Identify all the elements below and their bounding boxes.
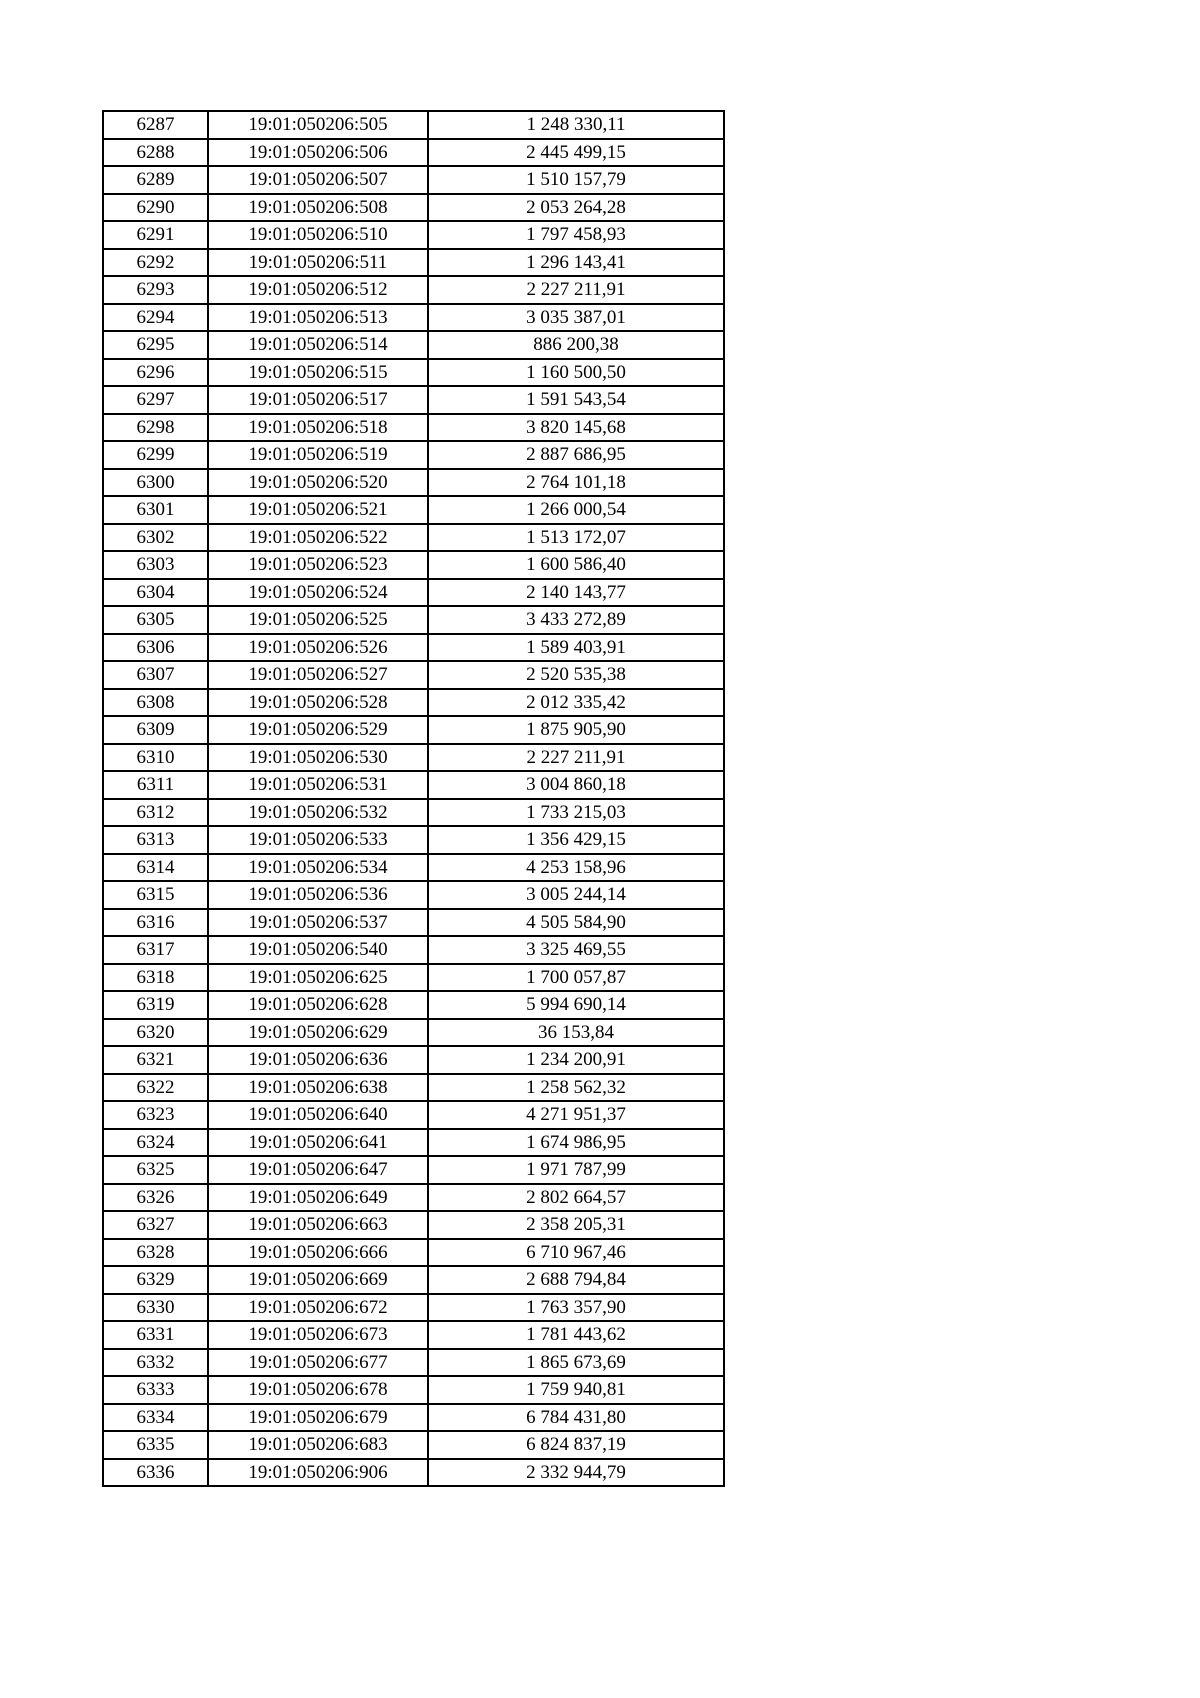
table-row: [103, 606, 724, 634]
table-row: [103, 331, 724, 359]
cadastral-value-cell: 2 887 686,95: [428, 441, 724, 469]
cadastral-number-cell: 19:01:050206:663: [208, 1211, 428, 1239]
table-row: [103, 744, 724, 772]
cadastral-value-cell: 1 763 357,90: [428, 1294, 724, 1322]
table-row: [103, 826, 724, 854]
row-number-cell: 6320: [103, 1019, 208, 1047]
cadastral-number-cell: 19:01:050206:534: [208, 854, 428, 882]
cadastral-number-cell: 19:01:050206:523: [208, 551, 428, 579]
row-number-cell: 6300: [103, 469, 208, 497]
row-number-cell: 6317: [103, 936, 208, 964]
cadastral-value-cell: 1 589 403,91: [428, 634, 724, 662]
cadastral-value-table: [102, 110, 725, 1487]
row-number-cell: 6290: [103, 194, 208, 222]
cadastral-value-cell: 2 445 499,15: [428, 139, 724, 167]
cadastral-value-cell: 36 153,84: [428, 1019, 724, 1047]
table-row: [103, 1459, 724, 1487]
cadastral-value-cell: 3 004 860,18: [428, 771, 724, 799]
row-number-cell: 6307: [103, 661, 208, 689]
cadastral-number-cell: 19:01:050206:526: [208, 634, 428, 662]
table-row: [103, 964, 724, 992]
cadastral-value-cell: 1 258 562,32: [428, 1074, 724, 1102]
row-number-cell: 6288: [103, 139, 208, 167]
cadastral-value-cell: 2 227 211,91: [428, 744, 724, 772]
cadastral-number-cell: 19:01:050206:508: [208, 194, 428, 222]
cadastral-value-cell: 3 035 387,01: [428, 304, 724, 332]
row-number-cell: 6287: [103, 111, 208, 139]
cadastral-number-cell: 19:01:050206:683: [208, 1431, 428, 1459]
cadastral-number-cell: 19:01:050206:505: [208, 111, 428, 139]
cadastral-number-cell: 19:01:050206:510: [208, 221, 428, 249]
cadastral-number-cell: 19:01:050206:513: [208, 304, 428, 332]
cadastral-value-cell: 2 764 101,18: [428, 469, 724, 497]
cadastral-value-cell: 2 053 264,28: [428, 194, 724, 222]
row-number-cell: 6289: [103, 166, 208, 194]
cadastral-value-cell: 1 674 986,95: [428, 1129, 724, 1157]
row-number-cell: 6291: [103, 221, 208, 249]
cadastral-value-cell: 6 784 431,80: [428, 1404, 724, 1432]
cadastral-value-cell: 1 356 429,15: [428, 826, 724, 854]
row-number-cell: 6326: [103, 1184, 208, 1212]
row-number-cell: 6303: [103, 551, 208, 579]
row-number-cell: 6327: [103, 1211, 208, 1239]
cadastral-value-cell: 1 797 458,93: [428, 221, 724, 249]
row-number-cell: 6294: [103, 304, 208, 332]
cadastral-value-cell: 1 591 543,54: [428, 386, 724, 414]
row-number-cell: 6310: [103, 744, 208, 772]
cadastral-value-cell: 2 802 664,57: [428, 1184, 724, 1212]
row-number-cell: 6324: [103, 1129, 208, 1157]
table-row: [103, 1101, 724, 1129]
cadastral-value-cell: 3 325 469,55: [428, 936, 724, 964]
row-number-cell: 6309: [103, 716, 208, 744]
cadastral-value-cell: 886 200,38: [428, 331, 724, 359]
row-number-cell: 6301: [103, 496, 208, 524]
table-row: [103, 1376, 724, 1404]
cadastral-number-cell: 19:01:050206:518: [208, 414, 428, 442]
table-row: [103, 1321, 724, 1349]
cadastral-number-cell: 19:01:050206:525: [208, 606, 428, 634]
row-number-cell: 6333: [103, 1376, 208, 1404]
row-number-cell: 6295: [103, 331, 208, 359]
row-number-cell: 6304: [103, 579, 208, 607]
row-number-cell: 6325: [103, 1156, 208, 1184]
row-number-cell: 6313: [103, 826, 208, 854]
row-number-cell: 6335: [103, 1431, 208, 1459]
cadastral-number-cell: 19:01:050206:640: [208, 1101, 428, 1129]
table-row: [103, 991, 724, 1019]
cadastral-value-cell: 1 510 157,79: [428, 166, 724, 194]
cadastral-number-cell: 19:01:050206:641: [208, 1129, 428, 1157]
table-row: [103, 771, 724, 799]
cadastral-value-cell: 1 266 000,54: [428, 496, 724, 524]
row-number-cell: 6321: [103, 1046, 208, 1074]
table-row: [103, 634, 724, 662]
cadastral-value-cell: 1 733 215,03: [428, 799, 724, 827]
table-body: [103, 111, 724, 1486]
row-number-cell: 6330: [103, 1294, 208, 1322]
cadastral-number-cell: 19:01:050206:522: [208, 524, 428, 552]
table-row: [103, 1266, 724, 1294]
table-row: [103, 799, 724, 827]
cadastral-value-cell: 2 227 211,91: [428, 276, 724, 304]
table-row: [103, 496, 724, 524]
cadastral-value-cell: 5 994 690,14: [428, 991, 724, 1019]
cadastral-number-cell: 19:01:050206:528: [208, 689, 428, 717]
cadastral-number-cell: 19:01:050206:527: [208, 661, 428, 689]
cadastral-number-cell: 19:01:050206:669: [208, 1266, 428, 1294]
table-row: [103, 1074, 724, 1102]
table-row: [103, 1349, 724, 1377]
row-number-cell: 6299: [103, 441, 208, 469]
table-row: [103, 1404, 724, 1432]
row-number-cell: 6311: [103, 771, 208, 799]
row-number-cell: 6318: [103, 964, 208, 992]
cadastral-value-cell: 1 875 905,90: [428, 716, 724, 744]
cadastral-number-cell: 19:01:050206:521: [208, 496, 428, 524]
table-row: [103, 276, 724, 304]
cadastral-value-cell: 3 005 244,14: [428, 881, 724, 909]
table-row: [103, 524, 724, 552]
table-row: [103, 661, 724, 689]
table-row: [103, 139, 724, 167]
table-row: [103, 1294, 724, 1322]
cadastral-value-cell: 2 332 944,79: [428, 1459, 724, 1487]
cadastral-value-cell: 3 820 145,68: [428, 414, 724, 442]
cadastral-value-cell: 2 688 794,84: [428, 1266, 724, 1294]
table-row: [103, 1156, 724, 1184]
row-number-cell: 6323: [103, 1101, 208, 1129]
cadastral-number-cell: 19:01:050206:906: [208, 1459, 428, 1487]
cadastral-number-cell: 19:01:050206:515: [208, 359, 428, 387]
row-number-cell: 6329: [103, 1266, 208, 1294]
table-row: [103, 1019, 724, 1047]
table-row: [103, 249, 724, 277]
cadastral-value-cell: 1 234 200,91: [428, 1046, 724, 1074]
table-row: [103, 386, 724, 414]
table-row: [103, 689, 724, 717]
table-row: [103, 1129, 724, 1157]
cadastral-value-cell: 1 248 330,11: [428, 111, 724, 139]
row-number-cell: 6316: [103, 909, 208, 937]
table-row: [103, 909, 724, 937]
row-number-cell: 6332: [103, 1349, 208, 1377]
row-number-cell: 6334: [103, 1404, 208, 1432]
cadastral-number-cell: 19:01:050206:672: [208, 1294, 428, 1322]
row-number-cell: 6328: [103, 1239, 208, 1267]
cadastral-value-cell: 2 140 143,77: [428, 579, 724, 607]
row-number-cell: 6296: [103, 359, 208, 387]
cadastral-value-cell: 4 253 158,96: [428, 854, 724, 882]
table-row: [103, 579, 724, 607]
table-row: [103, 441, 724, 469]
cadastral-value-cell: 1 700 057,87: [428, 964, 724, 992]
table-row: [103, 551, 724, 579]
cadastral-number-cell: 19:01:050206:636: [208, 1046, 428, 1074]
cadastral-value-cell: 2 012 335,42: [428, 689, 724, 717]
cadastral-number-cell: 19:01:050206:519: [208, 441, 428, 469]
cadastral-value-cell: 1 865 673,69: [428, 1349, 724, 1377]
cadastral-number-cell: 19:01:050206:531: [208, 771, 428, 799]
row-number-cell: 6319: [103, 991, 208, 1019]
cadastral-value-cell: 1 971 787,99: [428, 1156, 724, 1184]
table-row: [103, 936, 724, 964]
cadastral-value-cell: 1 600 586,40: [428, 551, 724, 579]
table-row: [103, 221, 724, 249]
cadastral-value-cell: 3 433 272,89: [428, 606, 724, 634]
table-row: [103, 166, 724, 194]
row-number-cell: 6292: [103, 249, 208, 277]
cadastral-number-cell: 19:01:050206:512: [208, 276, 428, 304]
cadastral-number-cell: 19:01:050206:533: [208, 826, 428, 854]
row-number-cell: 6306: [103, 634, 208, 662]
cadastral-value-cell: 1 160 500,50: [428, 359, 724, 387]
cadastral-number-cell: 19:01:050206:532: [208, 799, 428, 827]
cadastral-value-cell: 1 513 172,07: [428, 524, 724, 552]
cadastral-number-cell: 19:01:050206:628: [208, 991, 428, 1019]
row-number-cell: 6297: [103, 386, 208, 414]
row-number-cell: 6305: [103, 606, 208, 634]
cadastral-number-cell: 19:01:050206:507: [208, 166, 428, 194]
cadastral-number-cell: 19:01:050206:629: [208, 1019, 428, 1047]
table-row: [103, 1211, 724, 1239]
cadastral-value-cell: 2 358 205,31: [428, 1211, 724, 1239]
cadastral-value-cell: 4 271 951,37: [428, 1101, 724, 1129]
cadastral-value-cell: 2 520 535,38: [428, 661, 724, 689]
row-number-cell: 6331: [103, 1321, 208, 1349]
table-row: [103, 1431, 724, 1459]
cadastral-value-cell: 4 505 584,90: [428, 909, 724, 937]
cadastral-number-cell: 19:01:050206:530: [208, 744, 428, 772]
table-row: [103, 716, 724, 744]
cadastral-value-cell: 1 759 940,81: [428, 1376, 724, 1404]
row-number-cell: 6314: [103, 854, 208, 882]
table-row: [103, 111, 724, 139]
table-row: [103, 881, 724, 909]
row-number-cell: 6312: [103, 799, 208, 827]
cadastral-number-cell: 19:01:050206:678: [208, 1376, 428, 1404]
cadastral-number-cell: 19:01:050206:520: [208, 469, 428, 497]
table-row: [103, 359, 724, 387]
cadastral-number-cell: 19:01:050206:511: [208, 249, 428, 277]
cadastral-number-cell: 19:01:050206:679: [208, 1404, 428, 1432]
cadastral-number-cell: 19:01:050206:666: [208, 1239, 428, 1267]
cadastral-number-cell: 19:01:050206:649: [208, 1184, 428, 1212]
cadastral-number-cell: 19:01:050206:506: [208, 139, 428, 167]
cadastral-value-cell: 6 824 837,19: [428, 1431, 724, 1459]
row-number-cell: 6308: [103, 689, 208, 717]
row-number-cell: 6322: [103, 1074, 208, 1102]
row-number-cell: 6336: [103, 1459, 208, 1487]
cadastral-number-cell: 19:01:050206:625: [208, 964, 428, 992]
cadastral-number-cell: 19:01:050206:673: [208, 1321, 428, 1349]
table-row: [103, 854, 724, 882]
cadastral-number-cell: 19:01:050206:529: [208, 716, 428, 744]
cadastral-number-cell: 19:01:050206:514: [208, 331, 428, 359]
cadastral-value-cell: 1 296 143,41: [428, 249, 724, 277]
table-row: [103, 194, 724, 222]
cadastral-number-cell: 19:01:050206:536: [208, 881, 428, 909]
cadastral-number-cell: 19:01:050206:647: [208, 1156, 428, 1184]
cadastral-number-cell: 19:01:050206:638: [208, 1074, 428, 1102]
table-row: [103, 1046, 724, 1074]
row-number-cell: 6298: [103, 414, 208, 442]
cadastral-value-cell: 1 781 443,62: [428, 1321, 724, 1349]
cadastral-number-cell: 19:01:050206:540: [208, 936, 428, 964]
table-row: [103, 1184, 724, 1212]
table-row: [103, 304, 724, 332]
row-number-cell: 6315: [103, 881, 208, 909]
table-row: [103, 1239, 724, 1267]
row-number-cell: 6302: [103, 524, 208, 552]
cadastral-value-cell: 6 710 967,46: [428, 1239, 724, 1267]
table-row: [103, 414, 724, 442]
cadastral-number-cell: 19:01:050206:537: [208, 909, 428, 937]
cadastral-number-cell: 19:01:050206:517: [208, 386, 428, 414]
cadastral-number-cell: 19:01:050206:524: [208, 579, 428, 607]
table-row: [103, 469, 724, 497]
row-number-cell: 6293: [103, 276, 208, 304]
cadastral-number-cell: 19:01:050206:677: [208, 1349, 428, 1377]
